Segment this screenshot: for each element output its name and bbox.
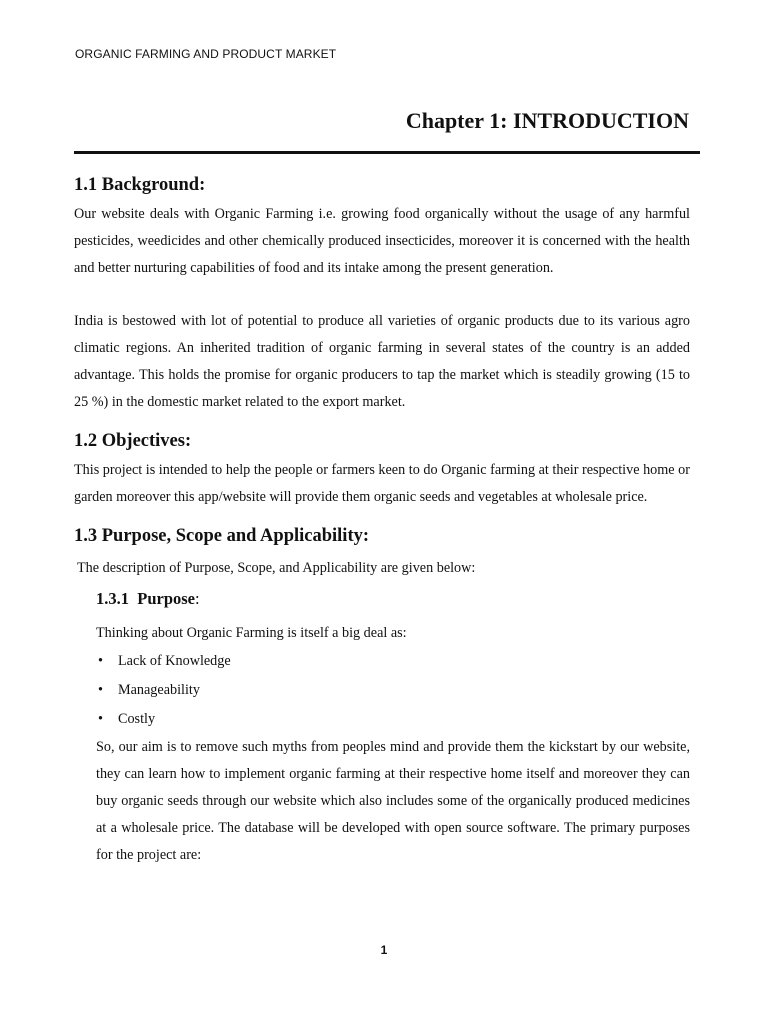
list-item-text: Costly [118, 711, 156, 727]
subsection-purpose [96, 586, 690, 869]
list-item-text: Lack of Knowledge [118, 653, 231, 669]
subsection-colon: : [195, 589, 200, 608]
objectives-paragraph: This project is intended to help the people or farmers keen to do Organic farming at their respective home or garden moreover this app/website will provide them organic seeds and vegetables at wholesale price. [74, 462, 690, 505]
purpose-bullet-list [96, 647, 690, 734]
background-paragraph-1: Our website deals with Organic Farming i.e. growing food organically without the usage of any harmful pesticides, weedicides and other chemically produced insecticides, moreover it is concerned with the health and better nurturing capabilities of food and its intake among the present generation. [74, 206, 690, 276]
section-heading-purpose-scope: 1.3 Purpose, Scope and Applicability: [74, 526, 370, 546]
section-heading-objectives: 1.2 Objectives: [74, 431, 192, 451]
list-item [96, 676, 690, 705]
list-item [96, 705, 690, 734]
page-number: 1 [380, 943, 388, 957]
paragraph-gap [74, 282, 690, 308]
chapter-title: Chapter 1: INTRODUCTION [405, 108, 689, 133]
list-item [96, 647, 690, 676]
purpose-lead: Thinking about Organic Farming is itself a big deal as: [96, 625, 407, 641]
subsection-number: 1.3.1 [96, 589, 129, 608]
section-heading-background: 1.1 Background: [74, 175, 206, 195]
running-header: ORGANIC FARMING AND PRODUCT MARKET [75, 47, 337, 61]
background-paragraph-2: India is bestowed with lot of potential to produce all varieties of organic products due to its various agro climatic regions. An inherited tradition of organic farming in several states of the country is an added advantage. This holds the promise for organic producers to tap the market which is steadily growing (15 to 25 %) in the domestic market related to the export market. [74, 313, 690, 410]
bullet-icon: • [98, 653, 103, 669]
subsection-heading-purpose [96, 586, 690, 612]
purpose-paragraph: So, our aim is to remove such myths from peoples mind and provide them the kickstart by our website, they can learn how to implement organic farming at their respective home itself and moreover they can buy organic seeds through our website which also includes some of the organically produced medicines at a wholesale price. The database will be developed with open source software. The primary purposes for the project are: [96, 739, 690, 863]
bullet-icon: • [98, 682, 103, 698]
main-content [74, 170, 690, 869]
list-item-text: Manageability [118, 682, 200, 698]
chapter-divider [74, 151, 700, 154]
purpose-scope-intro: The description of Purpose, Scope, and Applicability are given below: [77, 560, 476, 576]
bullet-icon: • [98, 711, 103, 727]
subsection-label: Purpose [137, 589, 195, 608]
